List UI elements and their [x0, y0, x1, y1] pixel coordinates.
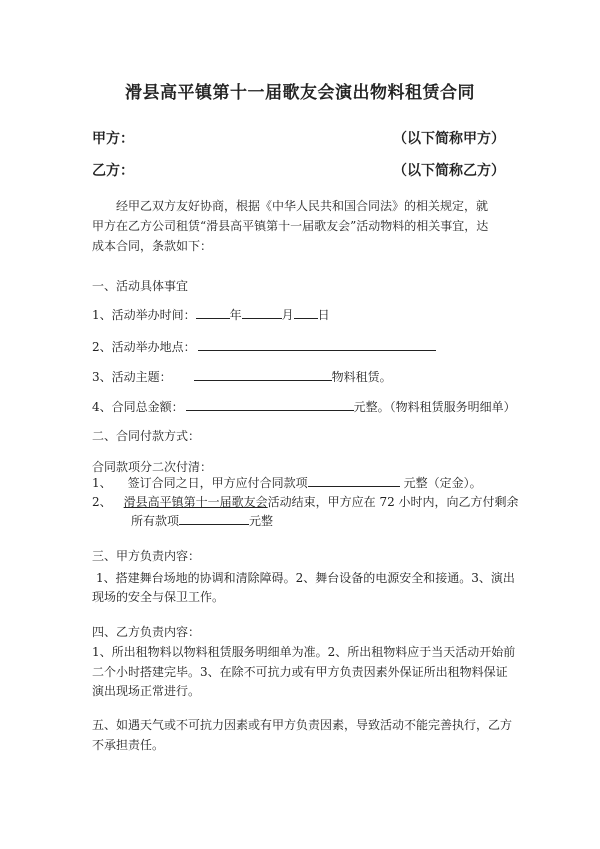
section4-line-2: 二个小时搭建完毕。3、在除不可抗力或有甲方负责因素外保证所出租物料保证: [92, 665, 508, 679]
party-b-note: （以下简称乙方）: [393, 163, 505, 179]
section2-heading: 二、合同付款方式：: [92, 429, 201, 443]
payment-item-2: [92, 492, 519, 512]
event-time-label: 1、活动举办时间：: [92, 308, 196, 322]
party-b-label: 乙方：: [92, 163, 134, 179]
payment-item-2-line2: [131, 511, 273, 531]
year-text: 年: [229, 308, 242, 322]
section5-line-1: 五、如遇天气或不可抗力因素或有甲方负责因素，导致活动不能完善执行，乙方: [92, 718, 513, 732]
day-blank[interactable]: [294, 305, 318, 319]
payment-item-1: [92, 473, 482, 493]
month-blank[interactable]: [242, 305, 282, 319]
contract-amount-label: 4、合同总金额：: [92, 400, 184, 414]
section4-line-3: 演出现场正常进行。: [92, 684, 201, 698]
payment-item-2-line2-text: 所有款项: [131, 514, 180, 528]
payment-item-2-num: 2、: [92, 495, 112, 509]
payment-item-2-event: 滑县高平镇第十一届歌友会: [123, 495, 268, 509]
remaining-blank[interactable]: [179, 511, 249, 525]
party-a-label: 甲方：: [92, 131, 134, 147]
year-blank[interactable]: [196, 305, 230, 319]
document-title: 滑县高平镇第十一届歌友会演出物料租赁合同: [125, 83, 475, 103]
event-theme-row: [92, 367, 392, 387]
section4-heading: 四、乙方负责内容：: [92, 625, 201, 639]
payment-intro: 合同款项分二次付清：: [92, 460, 213, 474]
place-blank[interactable]: [198, 337, 436, 351]
payment-item-1-num: 1、: [92, 476, 112, 490]
day-text: 日: [317, 308, 330, 322]
section3-line-2: 现场的安全与保卫工作。: [92, 590, 225, 604]
payment-item-2-text: 活动结束，甲方应在 72 小时内，向乙方付剩余: [267, 495, 519, 509]
payment-item-2-suffix: 元整: [249, 514, 274, 528]
event-place-label: 2、活动举办地点：: [92, 340, 196, 354]
party-a-note: （以下简称甲方）: [393, 131, 505, 147]
payment-item-1-text: 签订合同之日，甲方应付合同款项: [127, 476, 308, 490]
month-text: 月: [281, 308, 294, 322]
event-time-row: [92, 305, 330, 325]
event-theme-label: 3、活动主题：: [92, 370, 172, 384]
section1-heading: 一、活动具体事宜: [92, 279, 189, 293]
event-place-row: [92, 337, 436, 357]
amount-suffix: 元整。（物料租赁服务明细单）: [353, 400, 516, 414]
intro-paragraph: 经甲乙双方友好协商，根据《中华人民共和国合同法》的相关规定，就甲方在乙方公司租赁“滑县高平镇第十一届歌友会”活动物料的相关事宜，达成本合同，条款如下：: [92, 199, 489, 253]
theme-suffix: 物料租赁。: [331, 370, 392, 384]
contract-amount-row: [92, 397, 516, 417]
section4-line-1: 1、所出租物料以物料租赁服务明细单为准。2、所出租物料应于当天活动开始前: [92, 645, 516, 659]
payment-item-1-suffix: 元整（定金）。: [403, 476, 482, 490]
section5-line-2: 不承担责任。: [92, 738, 165, 752]
theme-blank[interactable]: [194, 367, 332, 381]
section3-line-1: 1、搭建舞台场地的协调和清除障碍。2、舞台设备的电源安全和接通。3、演出: [96, 571, 515, 585]
section3-heading: 三、甲方负责内容：: [92, 549, 201, 563]
amount-blank[interactable]: [186, 397, 354, 411]
deposit-blank[interactable]: [308, 473, 400, 487]
